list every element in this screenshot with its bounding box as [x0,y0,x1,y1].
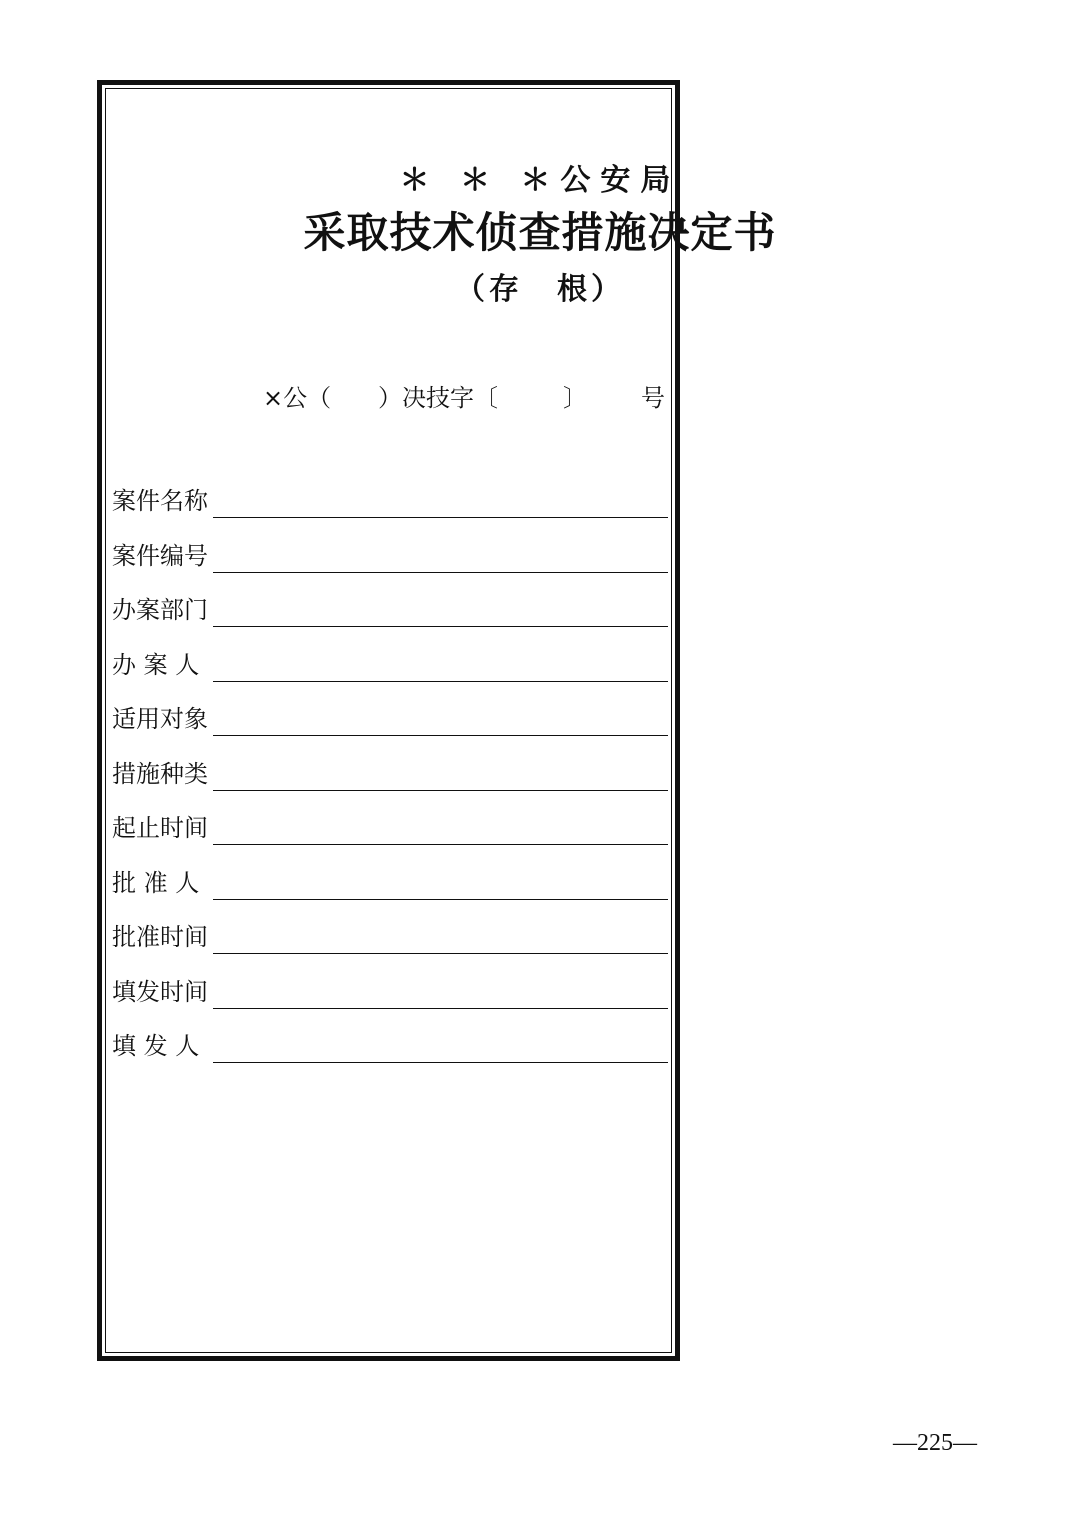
doc-number-mid: ）决技字〔 [378,384,498,412]
document-title: 采取技术侦查措施决定书 [303,208,777,257]
form-field-label: 批准时间 [112,923,208,951]
form-field-blank-line[interactable] [213,1062,668,1063]
form-field-blank-line[interactable] [213,899,668,900]
page-number: —225— [893,1430,977,1456]
form-field-row [112,755,668,791]
form-field-label: 案件编号 [112,541,208,570]
form-field-label: 填 发 人 [112,1032,200,1060]
form-field-row [112,1027,668,1063]
form-field-label: 起止时间 [112,814,208,842]
form-field-row [112,809,668,845]
doc-number-prefix: ×公（ [263,384,332,412]
form-field-label: 批 准 人 [112,868,200,897]
form-field-row [112,973,668,1009]
form-field-row [112,537,668,573]
form-field-blank-line[interactable] [213,735,668,736]
form-field-label: 办案部门 [112,596,208,624]
form-field-row [112,646,668,682]
form-field-blank-line[interactable] [213,572,668,573]
form-field-label: 办 案 人 [112,650,200,679]
form-field-blank-line[interactable] [213,626,668,627]
document-subtitle: （存 根） [455,272,625,307]
doc-number-suffix: 号 [641,384,665,412]
form-field-row [112,918,668,954]
form-field-blank-line[interactable] [213,1008,668,1009]
form-field-blank-line[interactable] [213,517,668,518]
form-field-label: 填发时间 [112,977,208,1006]
form-field-blank-line[interactable] [213,844,668,845]
form-field-label: 适用对象 [112,705,208,733]
document-number-line [263,378,668,412]
agency-name: ＊ ＊ ＊公安局 [399,163,681,198]
form-field-blank-line[interactable] [213,681,668,682]
doc-number-close: 〕 [563,384,587,412]
form-field-row [112,700,668,736]
form-field-row [112,864,668,900]
form-field-label: 案件名称 [112,487,208,515]
form-field-row [112,591,668,627]
form-field-row [112,482,668,518]
form-field-label: 措施种类 [112,759,208,788]
form-field-blank-line[interactable] [213,790,668,791]
form-field-blank-line[interactable] [213,953,668,954]
